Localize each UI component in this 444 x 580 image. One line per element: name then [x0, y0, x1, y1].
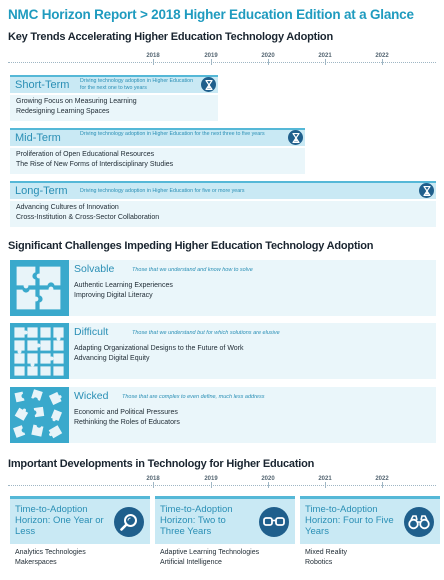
- challenge-note: Those that are complex to even define, much less address: [122, 394, 265, 400]
- development-horizon-label: Time-to-Adoption Horizon: Four to Five Years: [305, 504, 394, 537]
- challenges-heading: Significant Challenges Impeding Higher Education Technology Adoption: [8, 240, 374, 252]
- trend-name: Long-Term: [15, 185, 68, 197]
- trend-item: Growing Focus on Measuring Learning: [16, 98, 137, 105]
- trend-description: Driving technology adoption in Higher Education for five or more years: [80, 188, 245, 194]
- development-horizon-label: Time-to-Adoption Horizon: Two to Three Years: [160, 504, 233, 537]
- challenge-name: Difficult: [74, 326, 109, 338]
- challenge-items: [74, 408, 180, 428]
- trends-heading: Key Trends Accelerating Higher Education Technology Adoption: [8, 31, 333, 43]
- development-item: Mixed Reality: [305, 549, 348, 556]
- development-items: [15, 548, 86, 568]
- glasses-icon: [259, 507, 289, 537]
- trend-item: Proliferation of Open Educational Resources: [16, 151, 155, 158]
- challenge-note: Those that we understand and know how to solve: [132, 267, 253, 273]
- development-items: [305, 548, 347, 568]
- year-label: 2018: [146, 476, 160, 482]
- development-two-three-years: [155, 496, 295, 576]
- challenge-item: Economic and Political Pressures: [74, 409, 178, 416]
- year-label: 2020: [261, 476, 275, 482]
- binoculars-icon: [404, 507, 434, 537]
- challenge-item: Improving Digital Literacy: [74, 292, 153, 299]
- developments-timeline: [8, 476, 436, 488]
- puzzle-scattered-icon: [10, 387, 69, 443]
- trend-mid-term-header: [10, 128, 305, 146]
- challenge-wicked: [10, 387, 436, 443]
- development-item: Artificial Intelligence: [160, 559, 222, 566]
- challenge-note: Those that we understand but for which solutions are elusive: [132, 330, 280, 336]
- year-label: 2019: [204, 53, 218, 59]
- trend-description: Driving technology adoption in Higher Education for the next one to two years: [80, 78, 194, 91]
- trend-short-term-header: [10, 75, 218, 93]
- year-label: 2022: [375, 53, 389, 59]
- puzzle-grid-icon: [10, 323, 69, 379]
- trend-name: Mid-Term: [15, 132, 61, 144]
- development-items: [160, 548, 259, 568]
- year-label: 2021: [318, 53, 332, 59]
- challenge-name: Wicked: [74, 390, 109, 402]
- development-four-five-years: [300, 496, 440, 576]
- hourglass-icon: [201, 77, 216, 92]
- developments-heading: Important Developments in Technology for Higher Education: [8, 458, 315, 470]
- year-label: 2018: [146, 53, 160, 59]
- development-horizon-label: Time-to-Adoption Horizon: One Year or Less: [15, 504, 104, 537]
- year-label: 2019: [204, 476, 218, 482]
- trend-item: Advancing Cultures of Innovation: [16, 204, 119, 211]
- challenge-difficult: [10, 323, 436, 379]
- trends-timeline: [8, 53, 436, 65]
- challenge-item: Adapting Organizational Designs to the Future of Work: [74, 345, 244, 352]
- hourglass-icon: [288, 130, 303, 145]
- development-item: Adaptive Learning Technologies: [160, 549, 260, 556]
- challenge-item: Authentic Learning Experiences: [74, 282, 173, 289]
- year-label: 2022: [375, 476, 389, 482]
- year-label: 2020: [261, 53, 275, 59]
- magnifier-icon: [114, 507, 144, 537]
- trend-long-term-header: [10, 181, 436, 199]
- trend-name: Short-Term: [15, 79, 70, 91]
- hourglass-icon: [419, 183, 434, 198]
- trend-description: Driving technology adoption in Higher Education for the next three to five years: [80, 131, 265, 137]
- trend-long-term-items: [10, 201, 436, 227]
- challenge-item: Advancing Digital Equity: [74, 355, 150, 362]
- challenge-item: Rethinking the Roles of Educators: [74, 419, 180, 426]
- challenge-items: [74, 281, 173, 301]
- trend-item: Cross-Institution & Cross-Sector Collaboration: [16, 214, 160, 221]
- trend-item: The Rise of New Forms of Interdisciplinary Studies: [16, 161, 174, 168]
- trend-item: Redesigning Learning Spaces: [16, 108, 110, 115]
- challenge-items: [74, 344, 244, 364]
- development-one-year: [10, 496, 150, 576]
- trend-mid-term-items: [10, 148, 305, 174]
- challenge-name: Solvable: [74, 263, 115, 275]
- development-item: Makerspaces: [15, 559, 57, 566]
- trend-short-term-items: [10, 95, 218, 121]
- development-item: Robotics: [305, 559, 333, 566]
- development-item: Analytics Technologies: [15, 549, 86, 556]
- challenge-solvable: [10, 260, 436, 316]
- page-title: NMC Horizon Report > 2018 Higher Education Edition at a Glance: [8, 7, 414, 22]
- year-label: 2021: [318, 476, 332, 482]
- puzzle-solved-icon: [10, 260, 69, 316]
